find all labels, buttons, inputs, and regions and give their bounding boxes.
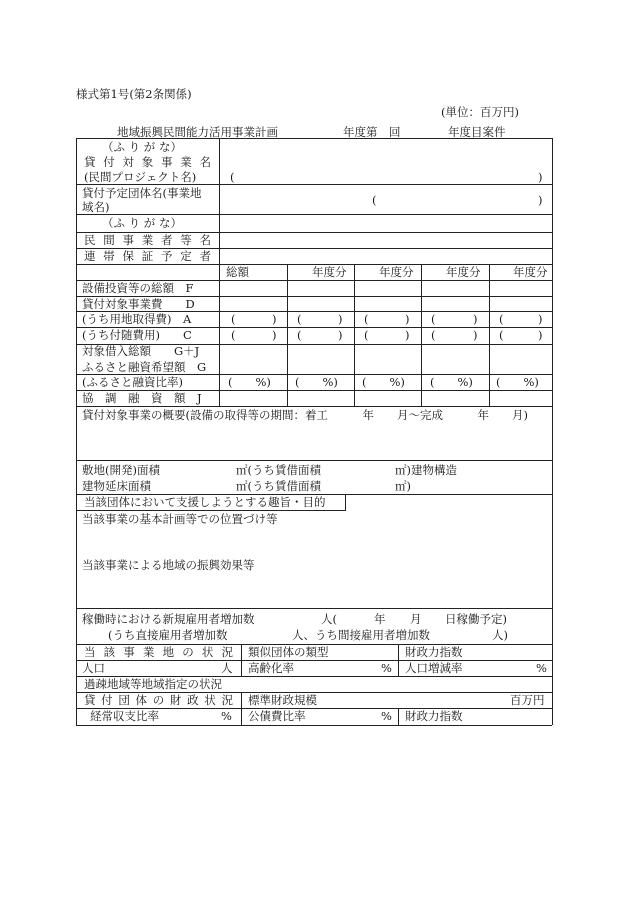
day-operation-label: 日稼働予定) (445, 612, 507, 626)
paren-open: ( (499, 312, 504, 326)
paren-close: ) (272, 328, 277, 342)
paren-close: ) (405, 328, 410, 342)
floor-area-label: 建物延床面積 (82, 479, 151, 493)
private-project-name-label: (民間プロジェクト名) (84, 170, 197, 184)
paren-open: ( (431, 328, 436, 342)
building-structure-label: ㎡)建物構造 (395, 463, 457, 477)
row-target-cost: 貸付対象事業費 D (82, 297, 195, 311)
fiscal-year-round: 年度第 回 (343, 125, 401, 139)
paren-open: ( (231, 328, 236, 342)
percent-cell: ( %) (496, 375, 539, 389)
org-finance-label: 貸 付 団 体 の 財 政 状 況 (84, 693, 233, 707)
person-unit: 人 (221, 661, 233, 675)
furigana-label: （ふ り が な） (102, 140, 182, 154)
paren-close: ) (338, 328, 343, 342)
percent-cell: ( %) (362, 375, 405, 389)
site-area-label: 敷地(開発)面積 (82, 463, 160, 477)
ordinary-balance-label: 経常収支比率 (90, 709, 159, 723)
paren-close: ) (538, 328, 543, 342)
paren-close: ) (538, 312, 543, 326)
million-yen-unit: 百万円 (510, 693, 545, 707)
col-year-header: 年度分 (379, 265, 414, 279)
paren-close: ) (405, 312, 410, 326)
furigana-label: （ふ り が な） (102, 216, 182, 230)
pop-change-rate-label: 人口増減率 (405, 661, 463, 675)
percent-unit: % (381, 709, 392, 723)
fiscal-index-label: 財政力指数 (405, 645, 463, 659)
paren-open: ( (499, 328, 504, 342)
percent-cell: ( %) (228, 375, 271, 389)
depopulation-label: 過疎地域等地域指定の状況 (84, 677, 222, 691)
year-label: 年 (374, 612, 386, 626)
direct-hires-label: (うち直接雇用者増加数 (108, 628, 228, 642)
month-label: 月 (410, 612, 422, 626)
borrower-org-label: 貸付予定団体名(事業地 (82, 186, 202, 200)
paren-open: ( (231, 312, 236, 326)
plan-form-table (76, 138, 552, 725)
new-hires-label: 稼働時における新規雇用者増加数 (82, 612, 255, 626)
row-hometown-ratio: (ふるさと融資比率) (82, 375, 183, 389)
fiscal-index-label: 財政力指数 (405, 709, 463, 723)
site-status-label: 当 該 事 業 地 の 状 況 (84, 645, 233, 659)
paren-open: ( (364, 312, 369, 326)
percent-cell: ( %) (295, 375, 338, 389)
row-loan-total: 対象借入総額 G＋J (82, 344, 200, 358)
paren-open: ( (431, 312, 436, 326)
population-label: 人口 (82, 661, 105, 675)
support-purpose-label: 当該団体において支援しようとする趣旨・目的 (84, 495, 326, 509)
col-year-header: 年度分 (312, 265, 347, 279)
paren-close: ) (338, 312, 343, 326)
paren-open: ( (372, 193, 377, 207)
percent-unit: % (381, 661, 392, 675)
paren-close: ) (473, 312, 478, 326)
fiscal-year-case: 年度目案件 (448, 125, 506, 139)
row-ancillary-cost: (うち付随費用) C (82, 328, 192, 342)
joint-guarantor-label: 連 帯 保 証 予 定 者 (84, 249, 211, 263)
lease-area-label: ㎡(うち賃借面積 (236, 479, 321, 493)
form-number: 様式第1号(第2条関係) (76, 87, 192, 101)
debt-ratio-label: 公債費比率 (248, 709, 306, 723)
indirect-hires-label: 人、うち間接雇用者増加数 (292, 628, 430, 642)
col-total-header: 総額 (226, 265, 249, 279)
standard-scale-label: 標準財政規模 (248, 693, 317, 707)
row-cooperative-loan: 協 調 融 資 額 J (82, 391, 202, 405)
people-close-label: 人) (492, 628, 508, 642)
col-year-header: 年度分 (446, 265, 481, 279)
basic-plan-label: 当該事業の基本計画等での位置づけ等 (82, 512, 278, 526)
paren-close: ) (538, 170, 543, 184)
private-operator-name-label: 民 間 事 業 者 等 名 (84, 233, 211, 247)
sqm-close-label: ㎡) (395, 479, 411, 493)
aging-rate-label: 高齢化率 (248, 661, 294, 675)
percent-cell: ( %) (430, 375, 473, 389)
borrower-org-label-2: 域名) (82, 200, 110, 214)
paren-close: ) (272, 312, 277, 326)
people-paren-label: 人( (321, 612, 337, 626)
regional-effect-label: 当該事業による地域の振興効果等 (82, 558, 255, 572)
row-land-cost: (うち用地取得費) A (82, 312, 192, 326)
percent-unit: % (536, 661, 547, 675)
paren-open: ( (297, 312, 302, 326)
target-project-name-label: 貸 付 対 象 事 業 名 (84, 155, 211, 169)
lease-area-label: ㎡(うち賃借面積 (236, 463, 321, 477)
form-title: 地域振興民間能力活用事業計画 (117, 125, 278, 139)
col-year-header: 年度分 (513, 265, 548, 279)
paren-open: ( (230, 170, 235, 184)
similar-org-type-label: 類似団体の類型 (248, 645, 329, 659)
paren-open: ( (364, 328, 369, 342)
percent-unit: % (221, 709, 232, 723)
paren-close: ) (538, 193, 543, 207)
paren-open: ( (297, 328, 302, 342)
row-hometown-loan: ふるさと融資希望額 G (82, 360, 207, 374)
row-total-investment: 設備投資等の総額 F (82, 281, 194, 295)
paren-close: ) (473, 328, 478, 342)
unit-label: (単位：百万円) (441, 105, 519, 119)
project-outline-label: 貸付対象事業の概要(設備の取得等の期間：着工 年 月～完成 年 月) (82, 408, 528, 422)
